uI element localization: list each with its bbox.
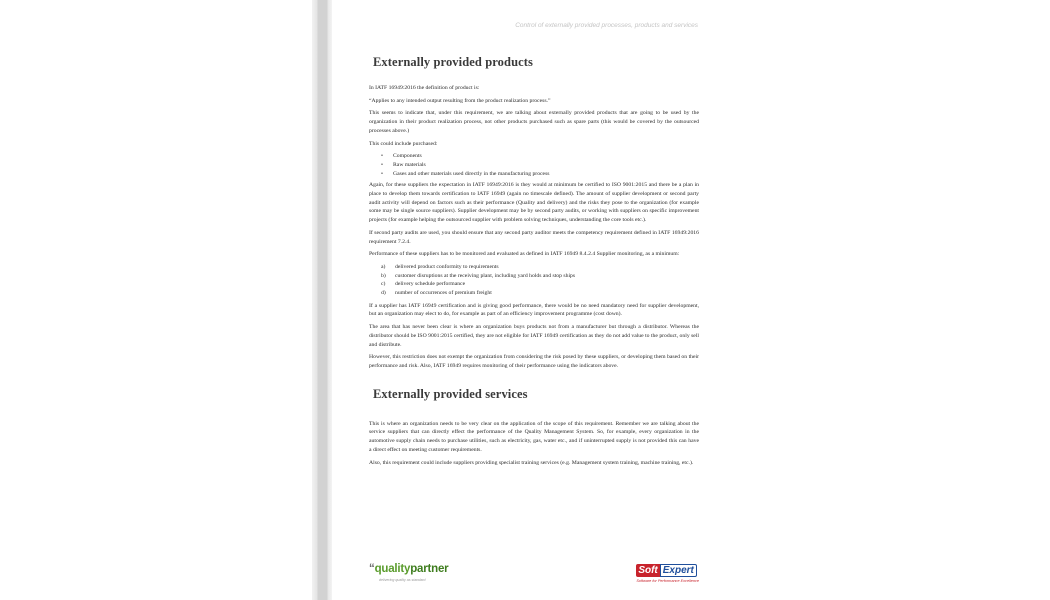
section-title-products: Externally provided products [373, 55, 533, 69]
list-item-text: Components [393, 153, 422, 160]
list-marker: b) [381, 272, 386, 279]
list-item-text: delivered product conformity to requirements [395, 263, 499, 270]
paragraph: This could include purchased: [369, 140, 438, 147]
list-item-text: delivery schedule performance [395, 281, 466, 288]
viewer-gutter [312, 0, 332, 600]
bullet-marker: • [381, 170, 383, 177]
bullet-marker: • [381, 153, 383, 160]
list-item [381, 263, 699, 272]
running-header: Control of externally provided processes, products and services [515, 22, 698, 29]
paragraph: If second party audits are used, you should ensure that any second party auditor meets the competency requirement defined in IATF 16949:2016 requirement 7.2.4. [369, 229, 699, 245]
list-item [381, 289, 699, 298]
paragraph: This is where an organization needs to be very clear on the application of the scope of this requirement. Remember we are talking about the service suppliers that can directly effect the performance of the Quality Management System. So, for example, every organization in the automotive supply chain needs to purchase utilities, such as electricity, gas, water etc., and if uninterrupted supply is not provided this can have a direct effect on meeting customer requirements. [369, 420, 699, 453]
document-page [332, 0, 722, 600]
monitoring-criteria-list [369, 263, 699, 298]
list-item [381, 170, 699, 179]
softexpert-wordmark-soft: Soft [638, 565, 658, 576]
list-item-text: Raw materials [393, 161, 426, 168]
paragraph: However, this restriction does not exempt the organization from considering the risk posed by these suppliers, or developing them based on their performance and risk. Also, IATF 16949 requires monitoring of their performance using the indicators above. [369, 354, 699, 369]
list-item [381, 152, 699, 161]
qualitypartner-wordmark-b: partner [410, 563, 449, 575]
list-marker: a) [381, 263, 386, 270]
paragraph: Performance of these suppliers has to be monitored and evaluated as defined in IATF 16949 8.4.2.4 Supplier monitoring, as a minimum: [369, 251, 680, 258]
list-marker: d) [381, 290, 386, 297]
paragraph: The area that has never been clear is where an organization buys products not from a manufacturer but through a distributor. Whereas the distributor should be ISO 9001:2015 certified, they are not eligible for IATF 16949 certification as they do not add value to the product, only sell and distribute. [369, 324, 699, 348]
page-content [369, 55, 699, 471]
softexpert-tagline: Software for Performance Excellence [636, 579, 699, 583]
list-item [381, 272, 699, 281]
list-item [381, 161, 699, 170]
softexpert-wordmark [636, 564, 699, 577]
list-item [381, 280, 699, 289]
list-marker: c) [381, 281, 386, 288]
list-item-text: number of occurrences of premium freight [395, 290, 492, 297]
section-title-services: Externally provided services [373, 386, 528, 401]
paragraph: In IATF 16949:2016 the definition of product is: [369, 85, 480, 91]
bullet-marker: • [381, 161, 383, 168]
paragraph: Also, this requirement could include suppliers providing specialist training services (e.g. Management system training, machine training, etc.). [369, 459, 694, 466]
paragraph: Again, for these suppliers the expectation in IATF 16949:2016 is they would at minimum be certified to ISO 9001:2015 and there be a plan in place to develop them towards certification to IATF 16949 (again no timescale defined). The amount of supplier development or second party audit activity will depend on factors such as their performance (Quality and delivery) and the risks they pose to the organization (for example some may be single source suppliers). Supplier development may be by second party audits, or working with suppliers on specific improvement projects (for example helping the outsourced supplier with problem solving techniques, understanding the core tools etc.). [369, 182, 699, 224]
qualitypartner-tagline: delivering quality as standard [379, 578, 426, 582]
qualitypartner-logo [369, 563, 448, 582]
list-item-text: Gases and other materials used directly in the manufacturing process [393, 170, 550, 177]
softexpert-logo [636, 564, 699, 583]
purchased-items-list [369, 152, 699, 178]
list-item-text: customer disruptions at the receiving plant, including yard holds and stop ships [395, 272, 576, 279]
paragraph: This seems to indicate that, under this requirement, we are talking about externally provided products that are going to be used by the organization in their product realization process, not other products purchased such as spare parts (this would be covered by the outsourced processes above.) [369, 110, 699, 134]
paragraph: If a supplier has IATF 16949 certification and is giving good performance, there would be no need mandatory need for supplier development, but an organization may elect to do, for example as part of an efficiency improvement programme (cost down). [369, 302, 699, 318]
page-footer [369, 563, 699, 593]
quote-mark-icon: “ [369, 563, 375, 575]
qualitypartner-wordmark-a: quality [374, 563, 411, 575]
quoted-definition: “Applies to any intended output resulting from the product realization process.” [369, 97, 551, 104]
softexpert-wordmark-expert: Expert [660, 564, 697, 577]
qualitypartner-wordmark [369, 563, 448, 575]
